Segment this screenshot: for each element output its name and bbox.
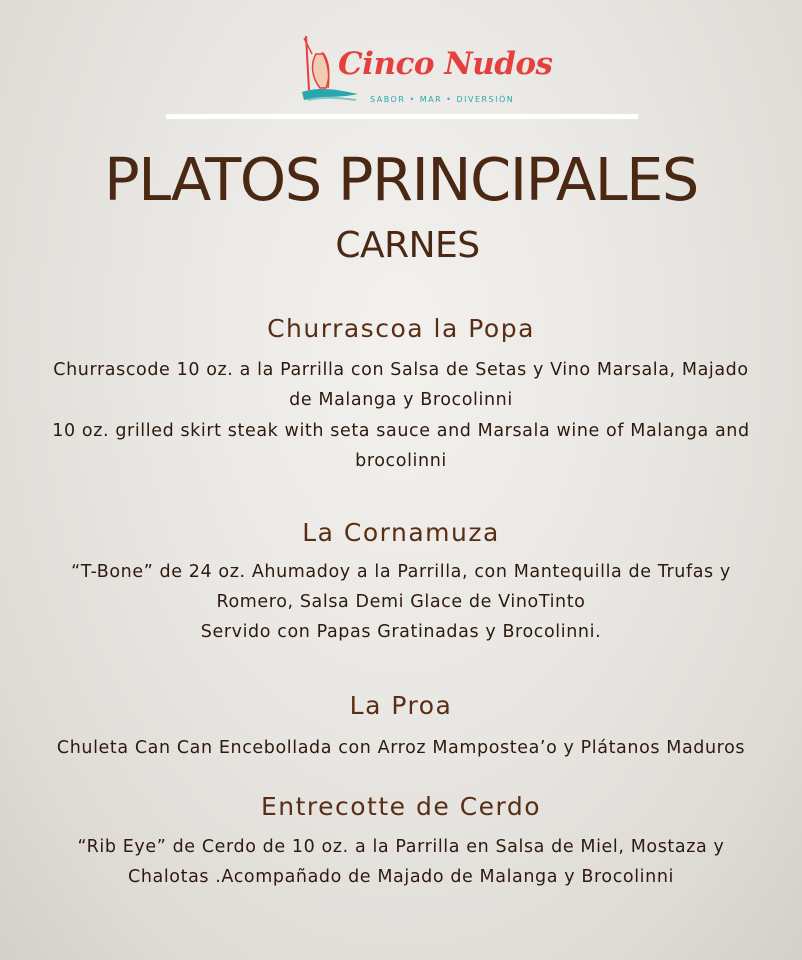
dish-description-line: Chalotas .Acompañado de Majado de Malanga y Brocolinni <box>128 867 674 887</box>
dish-name: Entrecotte de Cerdo <box>260 792 542 821</box>
dish-name: La Proa <box>349 691 453 720</box>
dish-description-line: “Rib Eye” de Cerdo de 10 oz. a la Parrilla en Salsa de Miel, Mostaza y <box>77 837 725 857</box>
title-divider <box>166 114 638 119</box>
dish-name: Churrascoa la Popa <box>267 314 535 343</box>
dish-description-line: Romero, Salsa Demi Glace de VinoTinto <box>216 592 586 612</box>
dish-description-line: brocolinni <box>355 451 447 471</box>
brand-logo <box>300 34 553 110</box>
dish-description-line: Servido con Papas Gratinadas y Brocolinni. <box>200 622 602 642</box>
brand-tagline: SABOR • MAR • DIVERSIÓN <box>370 95 515 104</box>
dish-description-line: 10 oz. grilled skirt steak with seta sauce and Marsala wine of Malanga and <box>52 421 750 441</box>
dish-description-line: Churrascode 10 oz. a la Parrilla con Salsa de Setas y Vino Marsala, Majado <box>53 360 749 380</box>
dish-description-line: “T-Bone” de 24 oz. Ahumadoy a la Parrilla, con Mantequilla de Trufas y <box>71 562 731 582</box>
dish-description-line: Chuleta Can Can Encebollada con Arroz Mampostea’o y Plátanos Maduros <box>56 738 746 758</box>
dish-name: La Cornamuza <box>302 518 500 547</box>
category-heading: CARNES <box>335 225 480 266</box>
dish-description-line: de Malanga y Brocolinni <box>289 390 513 410</box>
brand-name: Cinco Nudos <box>338 46 553 82</box>
page-title: PLATOS PRINCIPALES <box>104 145 698 214</box>
